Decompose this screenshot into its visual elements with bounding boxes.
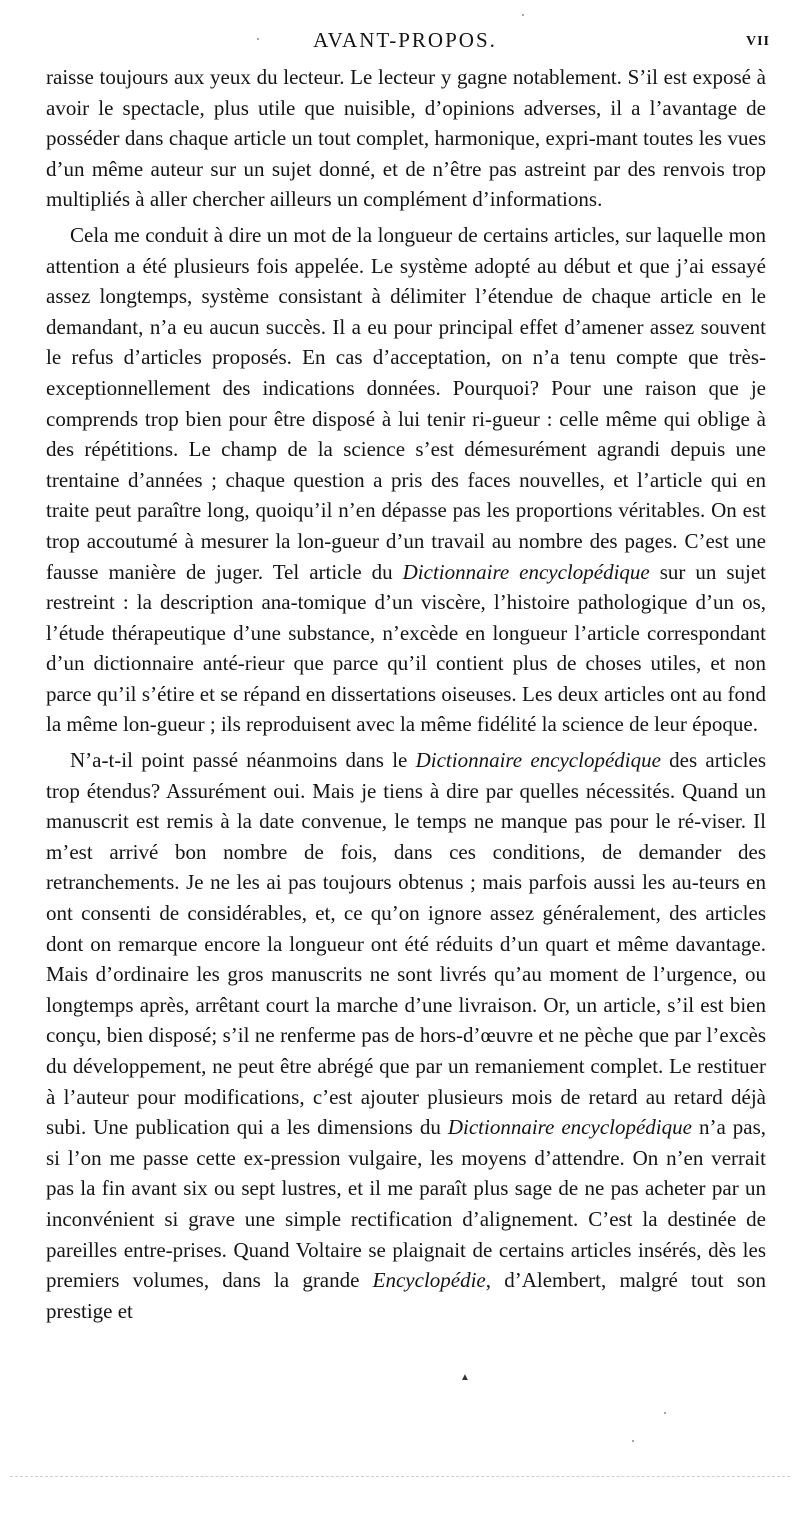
text-run: raisse toujours aux yeux du lecteur. Le lecteur y gagne notablement. S’il est exposé à avoir le spectacle, plus utile que nuisible, d’opinions adverses, il a l’avantage de posséder dans chaque article un tout complet, harmonique, expri-mant toutes les vues d’un même auteur sur un sujet donné, et de n’être pas astreint par des renvois trop multipliés à aller chercher ailleurs un complément d’informations. [46,65,766,212]
paper-speck [522,14,524,16]
paragraph-2 [46,220,766,740]
text-run: sur un sujet restreint : la description ana-tomique d’un viscère, l’histoire pathologique d’un os, l’étude thérapeutique d’une substance, n’excède en longueur l’article correspondant d’un dictionnaire anté-rieur que parce qu’il contient plus de choses utiles, et non parce qu’il s’étire et se répand en dissertations oiseuses. Les deux articles ont au fond la même lon-gueur ; ils reproduisent avec la même fidélité la science de leur époque. [46,559,767,737]
book-title: Encyclopédie [372,1268,486,1293]
text-run: N’a-t-il point passé néanmoins dans le [70,748,416,773]
running-head: AVANT-PROPOS. [313,28,497,52]
printer-mark: ▲ [460,1372,470,1383]
page-header [40,28,770,64]
text-run: n’a pas, si l’on me passe cette ex-pression vulgaire, les moyens d’attendre. On n’en verrait pas la fin avant six ou sept lustres, et il me paraît plus sage de ne pas acheter par un inconvénient si grave une simple rectification d’alignement. C’est la destinée de pareilles entre-prises. Quand Voltaire se plaignait de certains articles insérés, dès les premiers volumes, dans la grande [46,1115,766,1293]
text-run: des articles trop étendus? Assurément oui. Mais je tiens à dire par quelles nécessités. Quand un manuscrit est remis à la date convenue, le temps ne manque pas pour le ré-viser. Il m’est arrivé bon nombre de fois, dans ces conditions, de demander des retranchements. Je ne les ai pas toujours obtenus ; mais parfois aussi les au-teurs en ont consenti de considérables, et, ce qu’on ignore assez généralement, des articles dont on remarque encore la longueur ont été réduits d’un quart et même davantage. Mais d’ordinaire les gros manuscrits ne sont livrés qu’au moment de l’urgence, ou longtemps après, arrêtant court la marche d’une livraison. Or, un article, s’il est bien conçu, bien disposé; s’il ne renferme pas de hors-d’œuvre et ne pèche que par l’excès du développement, ne peut être abrégé que par un remaniement complet. Le restituer à l’auteur pour modifications, c’est ajouter plusieurs mois de retard au retard déjà subi. Une publication qui a les dimensions du [46,748,766,1140]
book-title: Dictionnaire encyclopédique [415,748,661,773]
paragraph-3 [46,745,766,1326]
book-title: Dictionnaire encyclopédique [447,1115,692,1140]
paper-speck [664,1412,666,1414]
text-run: , d’Alembert, malgré tout son prestige et [46,1268,766,1323]
paper-speck [257,38,259,40]
text-run: Cela me conduit à dire un mot de la longueur de certains articles, sur laquelle mon attention a été plusieurs fois appelée. Le système adopté au début et que j’ai essayé assez longtemps, système consistant à délimiter l’étendue de chaque article en le demandant, n’a eu aucun succès. Il a eu pour principal effet d’amener assez souvent le refus d’articles proposés. En cas d’acceptation, on n’a tenu compte que très-exceptionnellement des indications données. Pourquoi? Pour une raison que je comprends trop bien pour être disposé à lui tenir ri-gueur : celle même qui oblige à des répétitions. Le champ de la science s’est démesurément agrandi depuis une trentaine d’années ; chaque question a pris des faces nouvelles, et l’article qui en traite peut paraître long, quoiqu’il n’en dépasse pas les proportions véritables. On est trop accoutumé à mesurer la lon-gueur d’un travail au nombre des pages. C’est une fausse manière de juger. Tel article du [46,222,766,584]
paragraph-1 [46,62,766,215]
scan-edge-artifact [10,1476,790,1477]
body-text [46,62,766,1326]
paper-speck [632,1440,634,1442]
page-number: VII [745,34,770,49]
book-title: Dictionnaire encyclopédique [402,559,650,584]
